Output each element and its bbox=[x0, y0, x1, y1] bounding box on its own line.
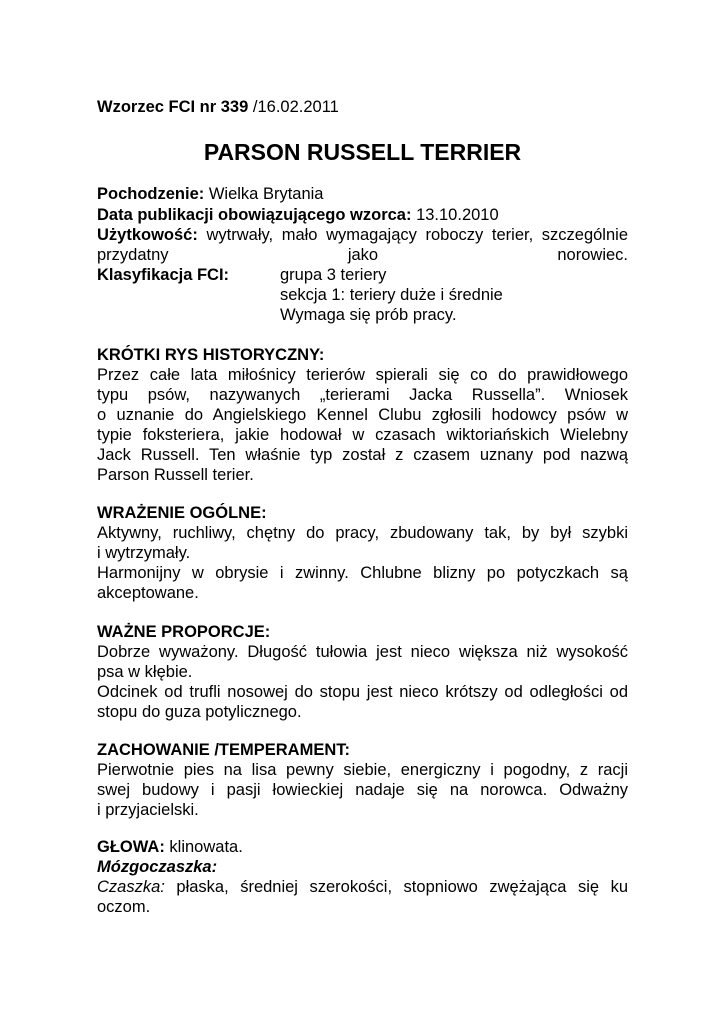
history-line: o uznanie do Angielskiego Kennel Clubu zgłosili hodowcy psów w bbox=[97, 406, 628, 424]
publication-label: Data publikacji obowiązującego wzorca: bbox=[97, 206, 412, 224]
head-heading: GŁOWA: bbox=[97, 838, 165, 856]
temperament-line: i przyjacielski. bbox=[97, 801, 199, 819]
temperament-line: Pierwotnie pies na lisa pewny siebie, energiczny i pogodny, z racji bbox=[97, 761, 628, 779]
standard-date: /16.02.2011 bbox=[248, 98, 339, 116]
proportions-line: Odcinek od trufli nosowej do stopu jest nieco krótszy od odległości od bbox=[97, 683, 628, 701]
temperament-heading: ZACHOWANIE /TEMPERAMENT: bbox=[97, 741, 350, 759]
standard-header bbox=[97, 97, 628, 117]
origin-value: Wielka Brytania bbox=[204, 185, 324, 203]
origin-row bbox=[97, 184, 628, 204]
usage-row bbox=[97, 225, 628, 265]
history-line: Jack Russell. Ten właśnie typ został z czasem uznany pod nazwą bbox=[97, 446, 628, 464]
origin-label: Pochodzenie: bbox=[97, 185, 205, 203]
skull-label: Czaszka: bbox=[97, 878, 165, 896]
temperament-line: swej budowy i pasji łowieckiej nadaje się na norowca. Odważny bbox=[97, 781, 628, 799]
head-row bbox=[97, 837, 628, 857]
head-value: klinowata. bbox=[164, 838, 243, 856]
history-line: Parson Russell terier. bbox=[97, 466, 254, 484]
skull-line: oczom. bbox=[97, 898, 151, 916]
publication-value: 13.10.2010 bbox=[411, 206, 499, 224]
usage-label: Użytkowość: bbox=[97, 226, 198, 244]
proportions-line: stopu do guza potylicznego. bbox=[97, 703, 302, 721]
general-line: i wytrzymały. bbox=[97, 544, 191, 562]
proportions-heading: WAŻNE PROPORCJE: bbox=[97, 623, 271, 641]
page-title: PARSON RUSSELL TERRIER bbox=[203, 139, 522, 165]
general-line: Aktywny, ruchliwy, chętny do pracy, zbudowany tak, by był szybki bbox=[97, 524, 628, 542]
cranial-region-heading: Mózgoczaszka: bbox=[97, 858, 218, 876]
skull-value: płaska, średniej szerokości, stopniowo zwężająca się ku bbox=[164, 878, 628, 896]
proportions-line: Dobrze wyważony. Długość tułowia jest nieco większa niż wysokość bbox=[97, 643, 628, 661]
classification-label: Klasyfikacja FCI: bbox=[97, 266, 230, 284]
skull-row bbox=[97, 877, 628, 897]
usage-value: wytrwały, mało wymagający roboczy terier, szczególnie przydatny jako norowiec. bbox=[97, 226, 628, 264]
standard-number: Wzorzec FCI nr 339 bbox=[97, 98, 249, 116]
general-line: Harmonijny w obrysie i zwinny. Chlubne blizny po potyczkach są bbox=[97, 564, 628, 582]
history-heading: KRÓTKI RYS HISTORYCZNY: bbox=[97, 346, 325, 364]
proportions-line: psa w kłębie. bbox=[97, 663, 193, 681]
history-line: typie foksteriera, jakie hodował w czasach wiktoriańskich Wielebny bbox=[97, 426, 628, 444]
classification-work-trial: Wymaga się prób pracy. bbox=[280, 306, 457, 324]
general-heading: WRAŻENIE OGÓLNE: bbox=[97, 504, 267, 522]
classification-section: sekcja 1: teriery duże i średnie bbox=[280, 286, 503, 304]
history-line: Przez całe lata miłośnicy terierów spierali się co do prawidłowego bbox=[97, 366, 628, 384]
publication-row bbox=[97, 205, 628, 225]
general-line: akceptowane. bbox=[97, 584, 199, 602]
history-line: typu psów, nazywanych „terierami Jacka Russella”. Wniosek bbox=[97, 386, 628, 404]
classification-group: grupa 3 teriery bbox=[280, 266, 387, 284]
